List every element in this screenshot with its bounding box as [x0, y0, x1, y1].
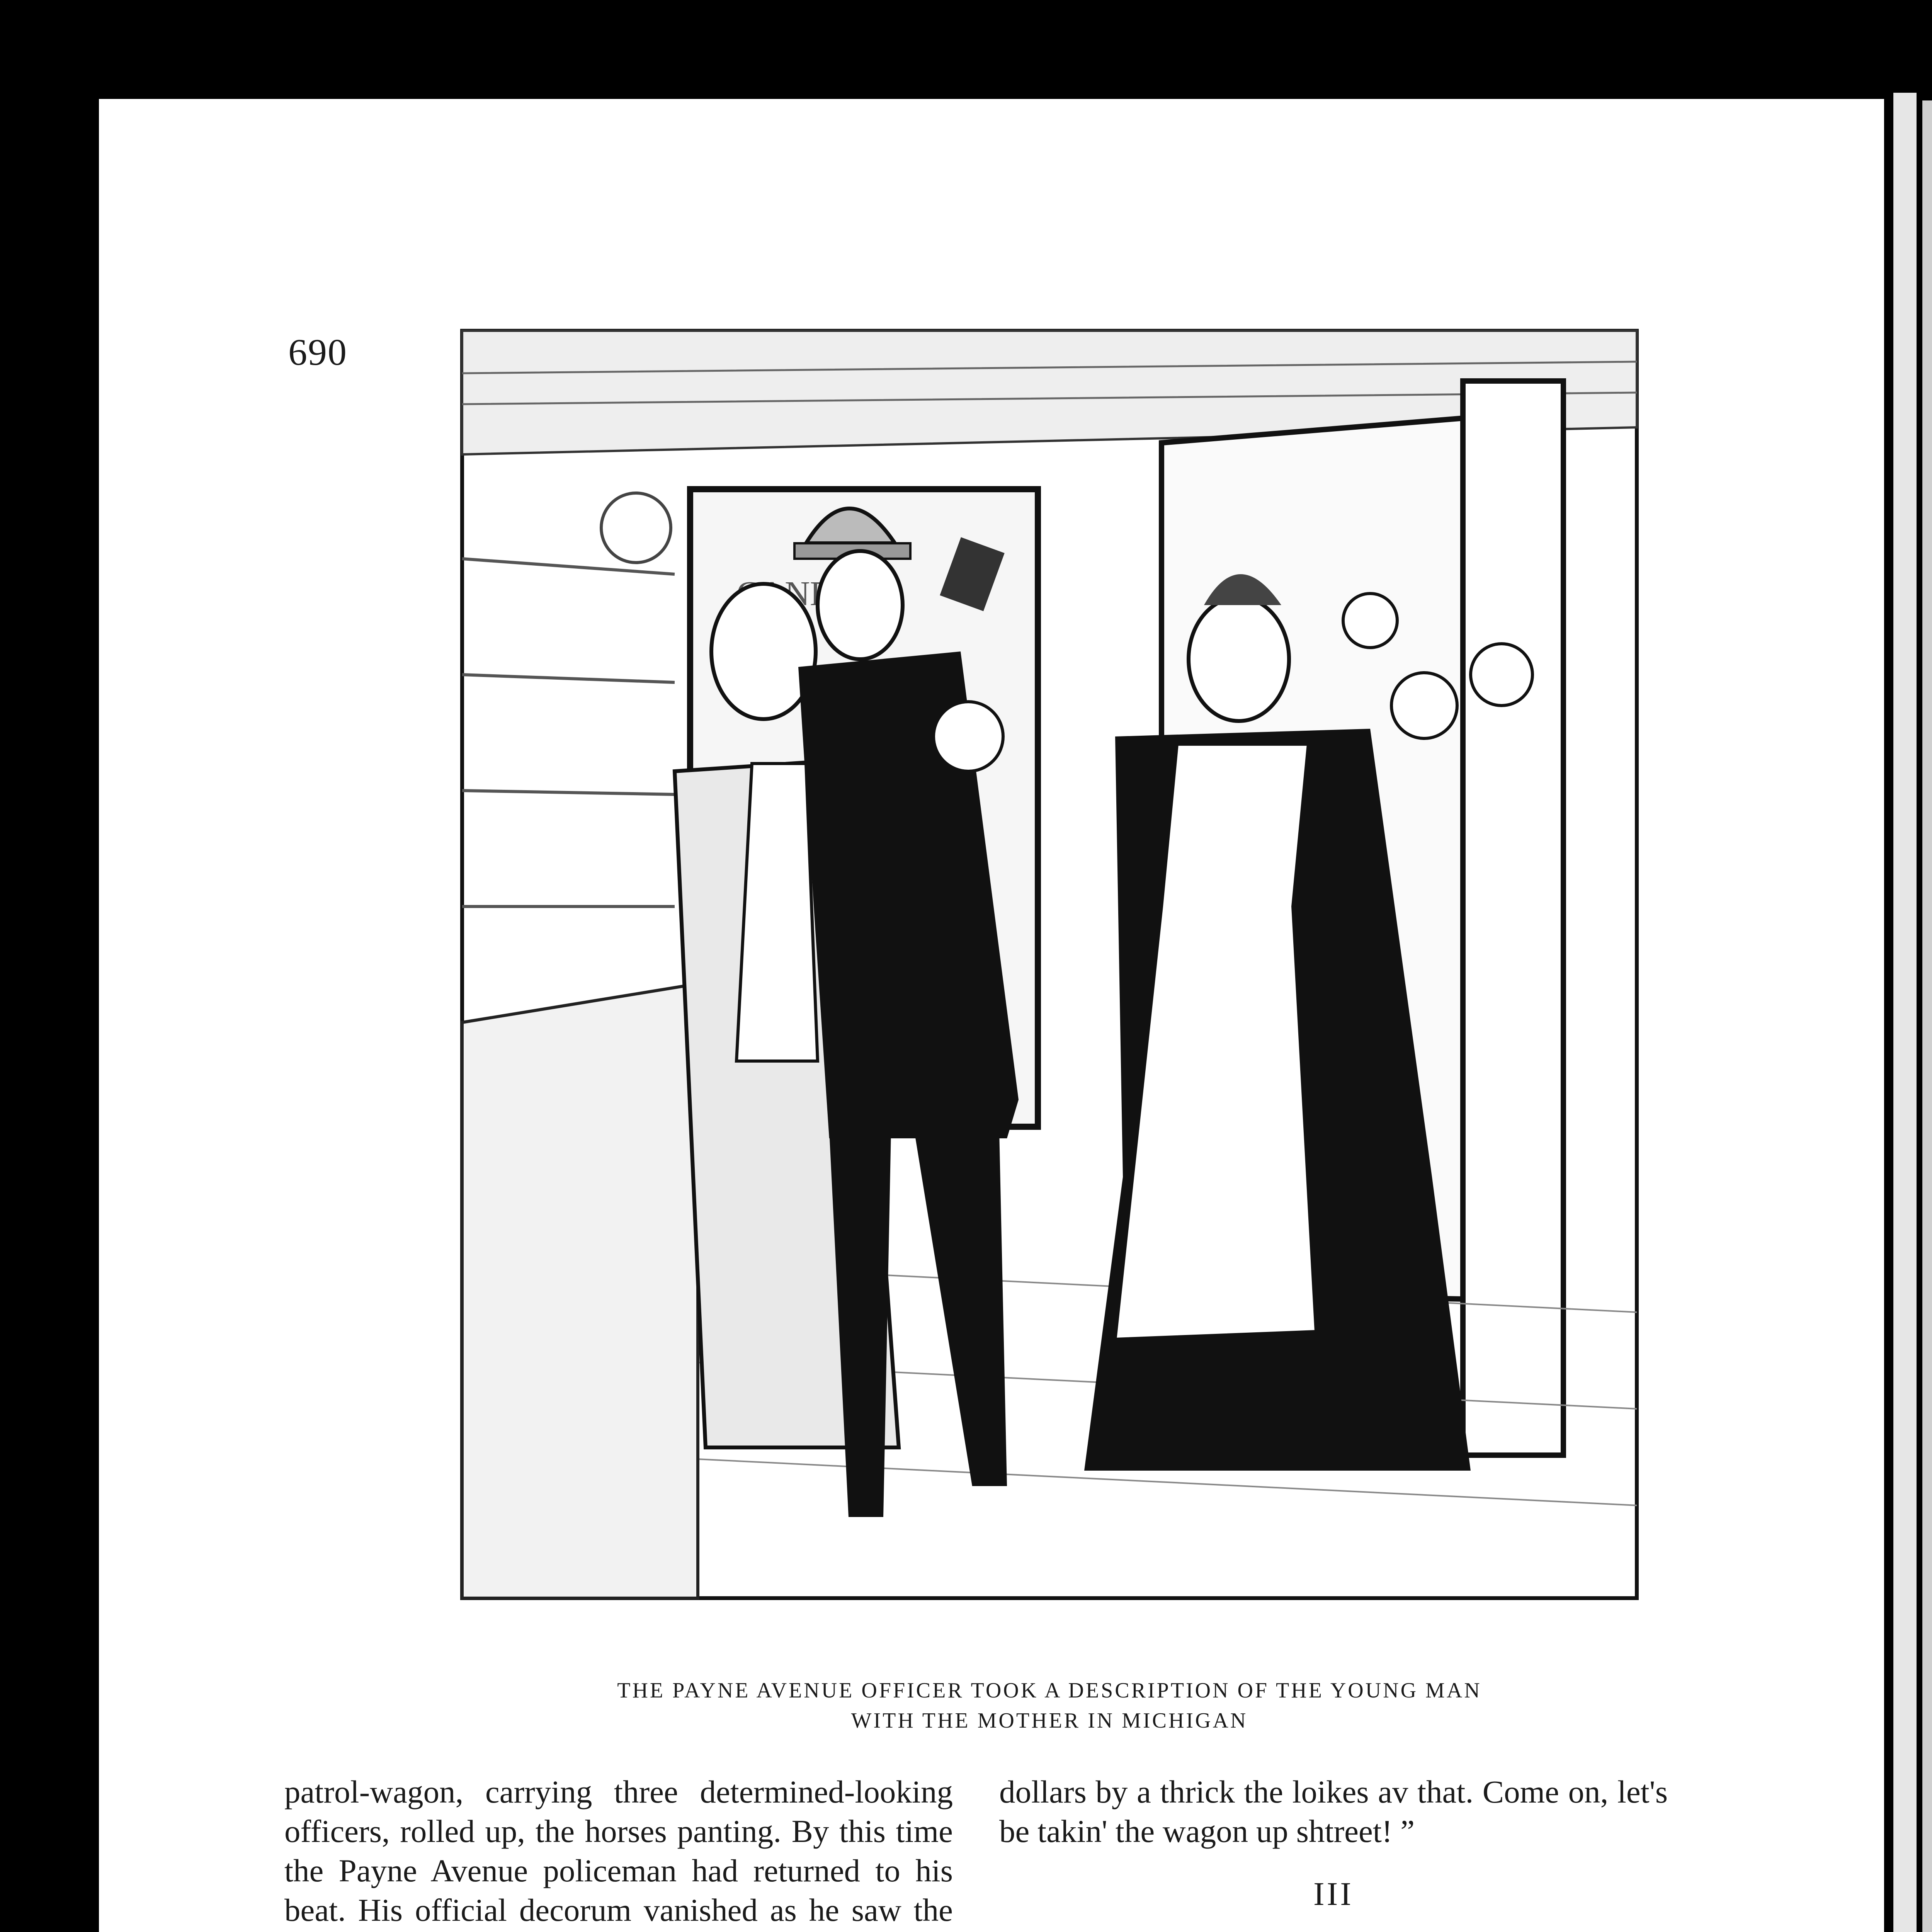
- paragraph: dollars by a thrick the loikes av that. Come on, let's be takin' the wagon up shtreet! ”: [999, 1774, 1668, 1849]
- section-number: III: [1313, 1875, 1354, 1912]
- right-column: [999, 1772, 1668, 1932]
- page-edge: [1893, 93, 1917, 1932]
- illustration-caption: [478, 1675, 1621, 1736]
- caption-line: THE PAYNE AVENUE OFFICER TOOK A DESCRIPTION OF THE YOUNG MAN: [617, 1679, 1482, 1702]
- paragraph: patrol-wagon, carrying three determined-looking officers, rolled up, the horses panting. By this time the Payne Avenue policeman had returned to his beat. His official decorum vanished as he saw the: [284, 1774, 953, 1928]
- magazine-page: [99, 99, 1884, 1932]
- left-column: [284, 1772, 953, 1932]
- page-edge-shadow: [1922, 100, 1932, 1932]
- page-number: 690: [288, 332, 347, 373]
- caption-line: WITH THE MOTHER IN MICHIGAN: [851, 1709, 1248, 1733]
- illustration-drawing: [458, 327, 1641, 1602]
- illustration-shop-scene: [458, 327, 1641, 1602]
